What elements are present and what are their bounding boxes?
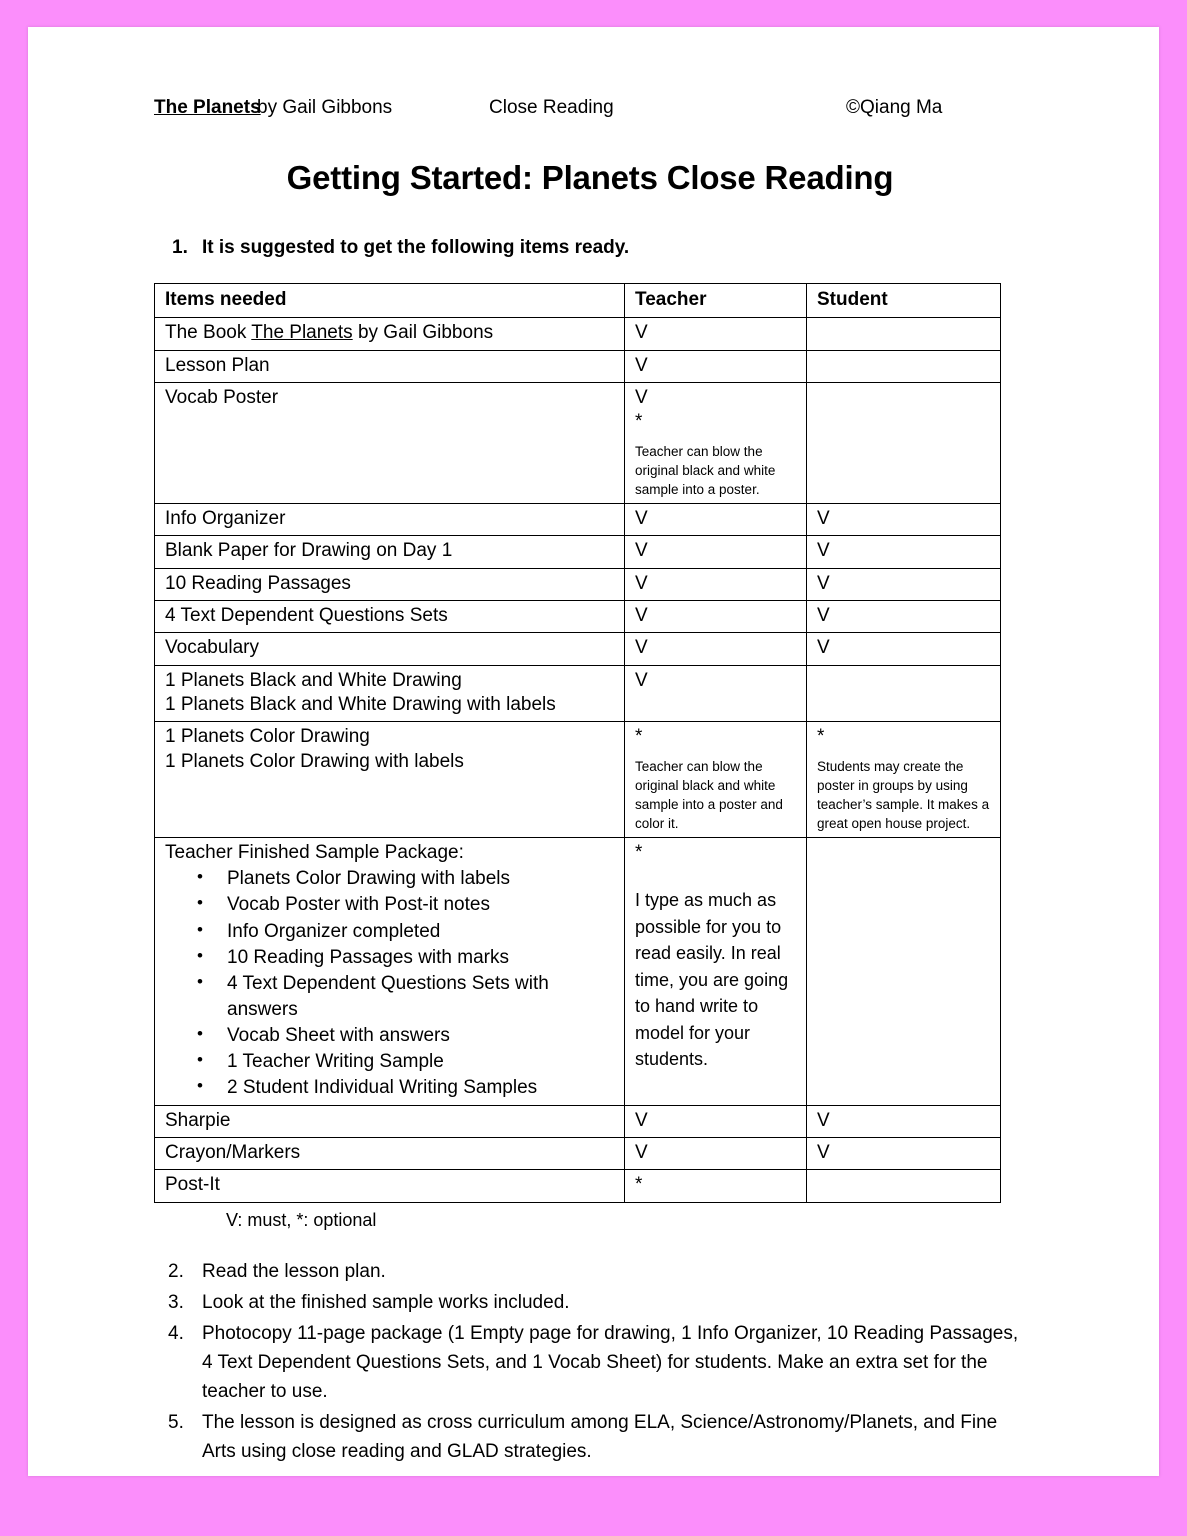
table-row — [155, 504, 1001, 536]
header-byline: by Gail Gibbons — [257, 97, 393, 118]
step-text: Photocopy 11-page package (1 Empty page for drawing, 1 Info Organizer, 10 Reading Passages, 4 Text Dependent Questions Sets, and 1 Vocab Sheet) for students. Make an extra set for the teacher to use. — [202, 1322, 1019, 1402]
column-header-items: Items needed — [155, 284, 625, 318]
row-teacher-mark: V — [625, 665, 807, 722]
item-line-1: 1 Planets Black and White Drawing — [165, 669, 462, 691]
row-student-mark — [807, 1170, 1001, 1202]
item-text-suffix: by Gail Gibbons — [352, 322, 494, 344]
row-item-label — [155, 838, 625, 1105]
list-item: • 1 Teacher Writing Sample — [227, 1049, 616, 1075]
list-item — [154, 1408, 1026, 1466]
spacer — [635, 865, 798, 887]
row-teacher-mark — [625, 838, 807, 1105]
list-item: • Planets Color Drawing with labels — [227, 866, 616, 892]
step-1-line — [172, 237, 1026, 259]
row-item-label — [155, 318, 625, 350]
teacher-check-mark: V — [635, 386, 648, 408]
step-number: 4. — [168, 1322, 184, 1344]
row-teacher-mark — [625, 382, 807, 503]
row-item-label: Crayon/Markers — [155, 1137, 625, 1169]
row-teacher-mark: * — [625, 1170, 807, 1202]
row-student-mark: V — [807, 1137, 1001, 1169]
column-header-student: Student — [807, 284, 1001, 318]
steps-list — [154, 1257, 1026, 1466]
table-row — [155, 1170, 1001, 1202]
step-text: Read the lesson plan. — [202, 1260, 386, 1282]
teacher-note: Teacher can blow the original black and white sample into a poster. — [635, 443, 776, 497]
step-number: 3. — [168, 1291, 184, 1313]
row-item-label: 4 Text Dependent Questions Sets — [155, 600, 625, 632]
item-line-1: 1 Planets Color Drawing — [165, 726, 370, 748]
row-teacher-mark — [625, 722, 807, 838]
teacher-note: Teacher can blow the original black and white sample into a poster and color it. — [635, 758, 783, 831]
row-teacher-mark: V — [625, 318, 807, 350]
list-item: • 10 Reading Passages with marks — [227, 945, 616, 971]
teacher-optional-star: * — [635, 726, 643, 748]
table-row — [155, 633, 1001, 665]
row-student-mark — [807, 665, 1001, 722]
row-item-label: Blank Paper for Drawing on Day 1 — [155, 536, 625, 568]
step-1-text: It is suggested to get the following items ready. — [202, 237, 630, 258]
row-student-mark: V — [807, 568, 1001, 600]
row-teacher-mark: V — [625, 568, 807, 600]
row-item-label: Vocab Poster — [155, 382, 625, 503]
row-item-label: Sharpie — [155, 1105, 625, 1137]
teacher-optional-star: * — [635, 842, 643, 864]
package-bullet-list — [165, 866, 616, 1100]
spacer — [635, 435, 798, 442]
row-item-label: Vocabulary — [155, 633, 625, 665]
row-student-mark: V — [807, 1105, 1001, 1137]
row-student-mark — [807, 318, 1001, 350]
package-heading: Teacher Finished Sample Package: — [165, 842, 464, 864]
row-student-mark — [807, 838, 1001, 1105]
row-item-label: Info Organizer — [155, 504, 625, 536]
item-text-prefix: The Book — [165, 322, 252, 344]
step-number: 5. — [168, 1411, 184, 1433]
row-item-label — [155, 722, 625, 838]
student-optional-star: * — [817, 726, 825, 748]
header-book-title: The Planets — [154, 97, 261, 118]
table-legend: V: must, *: optional — [226, 1209, 377, 1230]
table-row — [155, 1105, 1001, 1137]
table-row — [155, 350, 1001, 382]
table-row — [155, 536, 1001, 568]
list-item — [154, 1319, 1026, 1406]
header-middle-label: Close Reading — [489, 97, 614, 118]
row-teacher-mark: V — [625, 600, 807, 632]
row-item-label: 10 Reading Passages — [155, 568, 625, 600]
list-item: • Vocab Sheet with answers — [227, 1023, 616, 1049]
row-teacher-mark: V — [625, 350, 807, 382]
list-item: • Vocab Poster with Post-it notes — [227, 892, 616, 918]
table-row — [155, 665, 1001, 722]
running-header — [154, 97, 1026, 137]
table-row — [155, 382, 1001, 503]
row-student-mark — [807, 382, 1001, 503]
list-item: • 4 Text Dependent Questions Sets with answers — [227, 971, 616, 1023]
row-item-label: Post-It — [155, 1170, 625, 1202]
row-teacher-mark: V — [625, 536, 807, 568]
document-page — [28, 27, 1159, 1476]
table-header-row — [155, 284, 1001, 318]
step-text: The lesson is designed as cross curriculum among ELA, Science/Astronomy/Planets, and Fine Arts using close reading and GLAD strategies. — [202, 1411, 998, 1462]
list-item: • 2 Student Individual Writing Samples — [227, 1075, 616, 1101]
item-text-underlined: The Planets — [251, 322, 353, 344]
page-title: Getting Started: Planets Close Reading — [286, 159, 894, 196]
row-item-label: Lesson Plan — [155, 350, 625, 382]
step-text: Look at the finished sample works included. — [202, 1291, 570, 1313]
teacher-optional-star: * — [635, 411, 643, 433]
table-row — [155, 600, 1001, 632]
row-teacher-mark: V — [625, 633, 807, 665]
table-row — [155, 318, 1001, 350]
step-number: 2. — [168, 1260, 184, 1282]
row-teacher-mark: V — [625, 504, 807, 536]
teacher-note: I type as much as possible for you to read easily. In real time, you are going to hand write to model for your students. — [635, 890, 789, 1070]
column-header-teacher: Teacher — [625, 284, 807, 318]
item-line-2: 1 Planets Color Drawing with labels — [165, 750, 464, 772]
row-student-mark: V — [807, 536, 1001, 568]
table-row — [155, 568, 1001, 600]
list-item: • Info Organizer completed — [227, 919, 616, 945]
row-student-mark — [807, 350, 1001, 382]
spacer — [635, 750, 798, 757]
table-row — [155, 1137, 1001, 1169]
table-row — [155, 722, 1001, 838]
spacer — [817, 750, 992, 757]
student-note: Students may create the poster in groups by using teacher’s sample. It makes a great open house project. — [817, 758, 990, 831]
item-line-2: 1 Planets Black and White Drawing with labels — [165, 693, 556, 715]
row-student-mark: V — [807, 633, 1001, 665]
header-copyright: ©Qiang Ma — [846, 97, 943, 118]
table-row — [155, 838, 1001, 1105]
row-teacher-mark: V — [625, 1137, 807, 1169]
list-item — [154, 1257, 1026, 1286]
row-student-mark — [807, 722, 1001, 838]
page-content — [154, 27, 1026, 1468]
list-item — [154, 1288, 1026, 1317]
row-teacher-mark: V — [625, 1105, 807, 1137]
row-student-mark: V — [807, 504, 1001, 536]
row-student-mark: V — [807, 600, 1001, 632]
row-item-label — [155, 665, 625, 722]
items-needed-table — [154, 283, 1001, 1203]
step-1-number: 1. — [172, 237, 188, 258]
